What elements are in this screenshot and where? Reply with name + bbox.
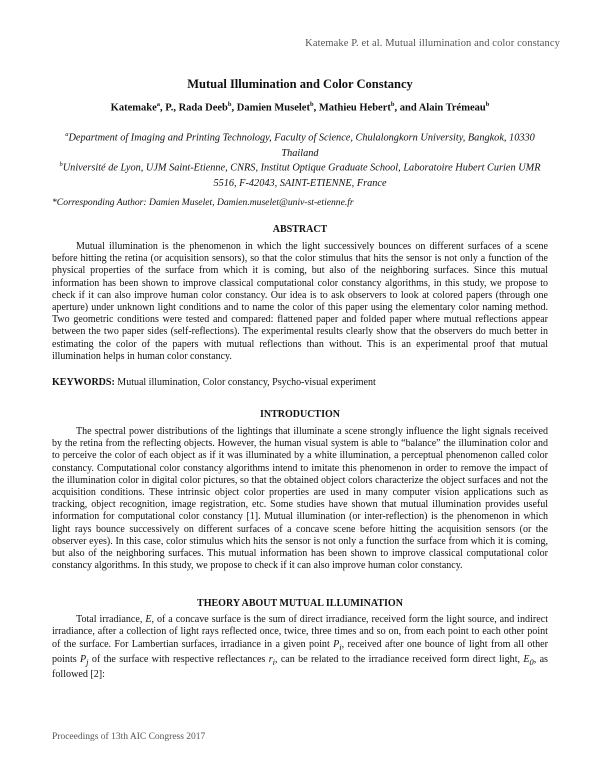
theory-symbol: E [523,653,530,665]
author-name: Alain Trémeau [418,102,486,114]
theory-subscript: i [272,657,275,667]
theory-run: , received after one bounce of light from all other points [52,638,548,665]
affiliation-text: Department of Imaging and Printing Technology, Faculty of Science, Chulalongkorn University, Bangkok, 10330 Thailand [68,132,535,159]
theory-run: of the surface with respective reflectances [88,653,269,665]
introduction-text: The spectral power distributions of the lightings that illuminate a scene strongly influence the light signals received by the retina from the reflecting objects. However, the human visual system is able to “balance” the illumination color and to perceive the color of each object as if it was illuminated by a white illumination, a perceptual phenomenon called color constancy. Computational color constancy algorithms intend to imitate this phenomenon in order to remove the impact of the illumination color in digital color pictures, so that the obtained object colors characterize the object surfaces and not the acquisition conditions. These intrinsic object color properties are used in many computer vision applications such as tracking, object recognition, image registration, etc. Some studies have shown that mutual illumination provides useful information for computational color constancy [1]. Mutual illumination (or inter-reflection) is the phenomenon in which light rays bounce successively on different surfaces of a concave scene before hitting the acquisition sensors (or the observer eyes). In this case, color stimulus which hits the sensor is not only a function the surface from which it is coming, but also of the neighboring surfaces. This mutual information has been shown to improve classical computational color constancy algorithms. In this study, we propose to check if it can also improve human color constancy. [52,426,548,572]
author-sep: , [231,102,237,114]
theory-symbol: P [80,653,87,665]
theory-subscript: 0 [529,657,534,667]
author-sup: b [227,101,232,108]
affiliation-sup: a [65,131,69,138]
corresponding-author: *Corresponding Author: Damien Muselet, Damien.muselet@univ-st-etienne.fr [52,197,354,208]
author-sup: b [485,101,490,108]
theory-symbol: E [145,614,152,625]
introduction-heading: INTRODUCTION [259,409,340,420]
page-footer: Proceedings of 13th AIC Congress 2017 [52,732,206,742]
theory-run: , as followed [2]: [52,653,548,681]
author-sup: a [156,101,160,108]
theory-run: Total irradiance, [76,614,146,625]
author-sep: , and [394,102,419,114]
author-sup: b [309,101,314,108]
author-name: Damien Muselet [236,102,310,114]
keywords-label: KEYWORDS: [52,377,115,388]
theory-symbol: r [268,653,273,665]
author-name: Mathieu Hebert [318,102,391,114]
author-name: Rada Deeb [178,102,228,114]
running-head: Katemake P. et al. Mutual illumination and color constancy [305,38,560,49]
theory-symbol: P [333,638,340,650]
theory-subscript: j [86,657,89,667]
abstract-text: Mutual illumination is the phenomenon in which the light successively bounces on different surfaces of a scene before hitting the retina (or acquisition sensors), so that the color stimulus that hits the sensor is not only a function of the physical properties of the surface from which it is coming, but also of the neighboring surfaces. Since this mutual information has been shown to improve classical computational color constancy algorithms, in this study, we propose to check if it can also improve human color constancy. Our idea is to ask observers to look at colored papers (through one aperture) under unknown light conditions and to name the color of this paper using the elementary color naming method. Two geometric conditions were tested and compared: flattened paper and folded paper where mutual reflections appear between the two paper sides (self-reflections). The experimental results clearly show that the observers do much better in estimating the color of the papers with mutual reflections than without. This is an experimental proof that mutual illumination helps in human color constancy. [52,241,548,362]
author-sup: b [390,101,395,108]
theory-subscript: i [339,642,342,652]
abstract-heading: ABSTRACT [272,224,328,235]
keywords [52,377,376,388]
paper-title: Mutual Illumination and Color Constancy [187,77,413,91]
author-sep: , [313,102,319,114]
theory-run: , of a concave surface is the sum of direct irradiance, received form the light source, and indirect irradiance, after a collection of light rays reflected once, twice, three times and so on, from each point to each other point of the surface. For Lambertian surfaces, irradiance in a given point [52,614,548,650]
theory-run: , can be related to the irradiance received form direct light, [274,653,524,665]
affiliation-b [50,157,550,191]
theory-text [52,614,548,682]
affiliation-text: Université de Lyon, UJM Saint-Etienne, CNRS, Institut Optique Graduate School, Laboratoire Hubert Curien UMR 5516, F-42043, SAINT-ETIENNE, France [62,162,541,189]
keywords-text: Mutual illumination, Color constancy, Psycho-visual experiment [114,377,376,388]
author-sep: , P., [160,102,179,114]
affiliation-sup: b [59,161,63,168]
author-name: Katemake [110,102,157,114]
theory-heading: THEORY ABOUT MUTUAL ILLUMINATION [197,598,403,609]
author-list [0,101,600,114]
